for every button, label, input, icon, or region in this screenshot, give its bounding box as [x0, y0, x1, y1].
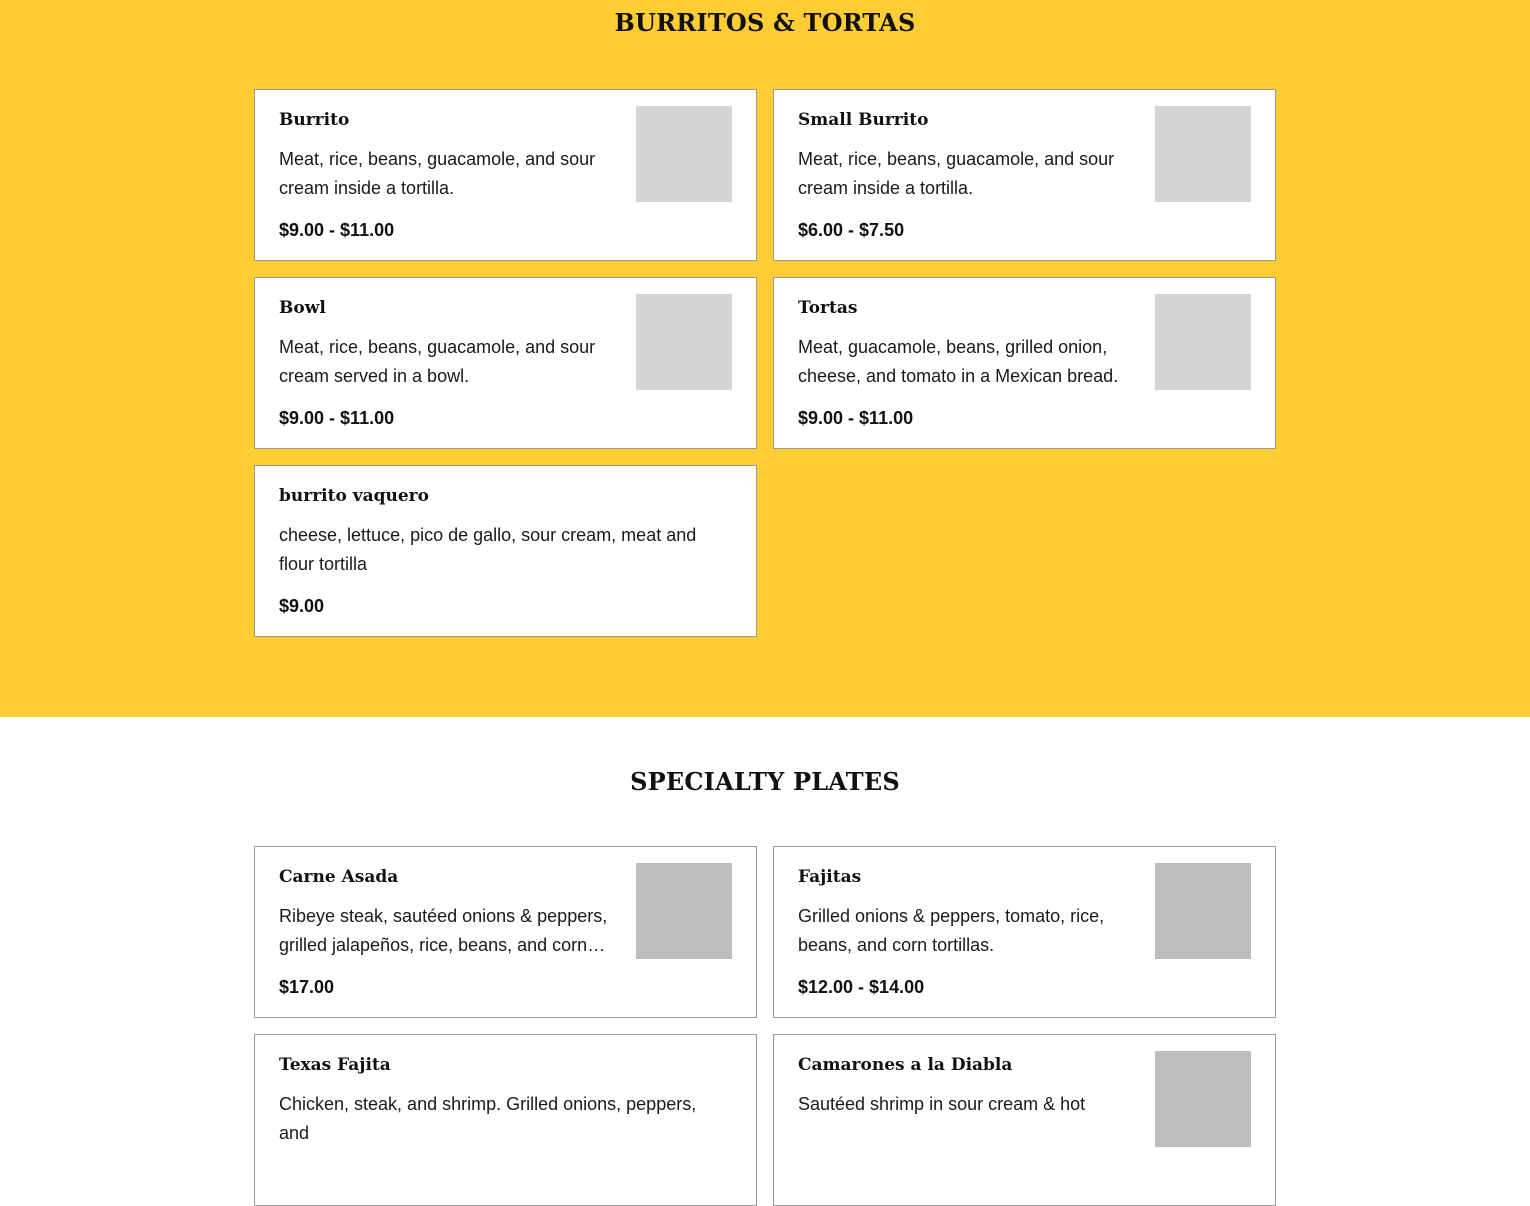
menu-grid — [254, 846, 1276, 1206]
item-description: Sautéed shrimp in sour cream & hot — [798, 1094, 1086, 1114]
item-name: Carne Asada — [279, 867, 399, 887]
item-description: Grilled onions & peppers, tomato, rice, beans, and corn tortillas. — [798, 906, 1105, 955]
item-description: Meat, rice, beans, guacamole, and sour cream inside a tortilla. — [279, 149, 596, 198]
item-name: Tortas — [798, 298, 858, 318]
item-price: $12.00 - $14.00 — [798, 977, 925, 997]
item-description: Chicken, steak, and shrimp. Grilled onions, peppers, and — [279, 1094, 697, 1143]
menu-item-card[interactable] — [773, 846, 1276, 1018]
item-description: Meat, rice, beans, guacamole, and sour cream served in a bowl. — [279, 337, 596, 386]
menu-item-card[interactable] — [773, 277, 1276, 449]
item-name: Bowl — [279, 298, 326, 318]
item-price: $17.00 — [279, 977, 335, 997]
item-price: $9.00 - $11.00 — [279, 408, 395, 428]
section-specialty-plates — [0, 717, 1530, 1143]
item-image-placeholder — [1155, 294, 1251, 390]
item-image-placeholder — [636, 863, 732, 959]
item-name: Texas Fajita — [279, 1055, 391, 1075]
item-image-placeholder — [1155, 1051, 1251, 1147]
item-price: $9.00 - $11.00 — [279, 220, 395, 240]
item-description: Meat, guacamole, beans, grilled onion, cheese, and tomato in a Mexican bread. — [798, 337, 1119, 386]
item-name: burrito vaquero — [279, 486, 429, 506]
item-image-placeholder — [1155, 863, 1251, 959]
menu-item-card[interactable] — [773, 89, 1276, 261]
menu-item-card[interactable] — [254, 846, 757, 1018]
item-description: Ribeye steak, sautéed onions & peppers, grilled jalapeños, rice, beans, and corn… — [279, 906, 608, 955]
item-image-placeholder — [636, 294, 732, 390]
menu-grid — [254, 89, 1276, 637]
item-description: cheese, lettuce, pico de gallo, sour cream, meat and flour tortilla — [279, 525, 697, 574]
menu-item-card[interactable] — [254, 465, 757, 637]
menu-item-card[interactable] — [773, 1034, 1276, 1206]
item-price: $9.00 - $11.00 — [798, 408, 914, 428]
item-image-placeholder — [636, 106, 732, 202]
item-name: Burrito — [279, 110, 350, 130]
menu-item-card[interactable] — [254, 277, 757, 449]
item-price: $6.00 - $7.50 — [798, 220, 905, 240]
section-title: SPECIALTY PLATES — [630, 767, 900, 796]
menu-item-card[interactable] — [254, 1034, 757, 1206]
item-name: Fajitas — [798, 867, 862, 887]
menu-item-card[interactable] — [254, 89, 757, 261]
item-price: $9.00 — [279, 596, 325, 616]
section-title: BURRITOS & TORTAS — [614, 8, 916, 37]
item-name: Camarones a la Diabla — [798, 1055, 1013, 1075]
item-image-placeholder — [1155, 106, 1251, 202]
item-description: Meat, rice, beans, guacamole, and sour cream inside a tortilla. — [798, 149, 1115, 198]
item-name: Small Burrito — [798, 110, 929, 130]
